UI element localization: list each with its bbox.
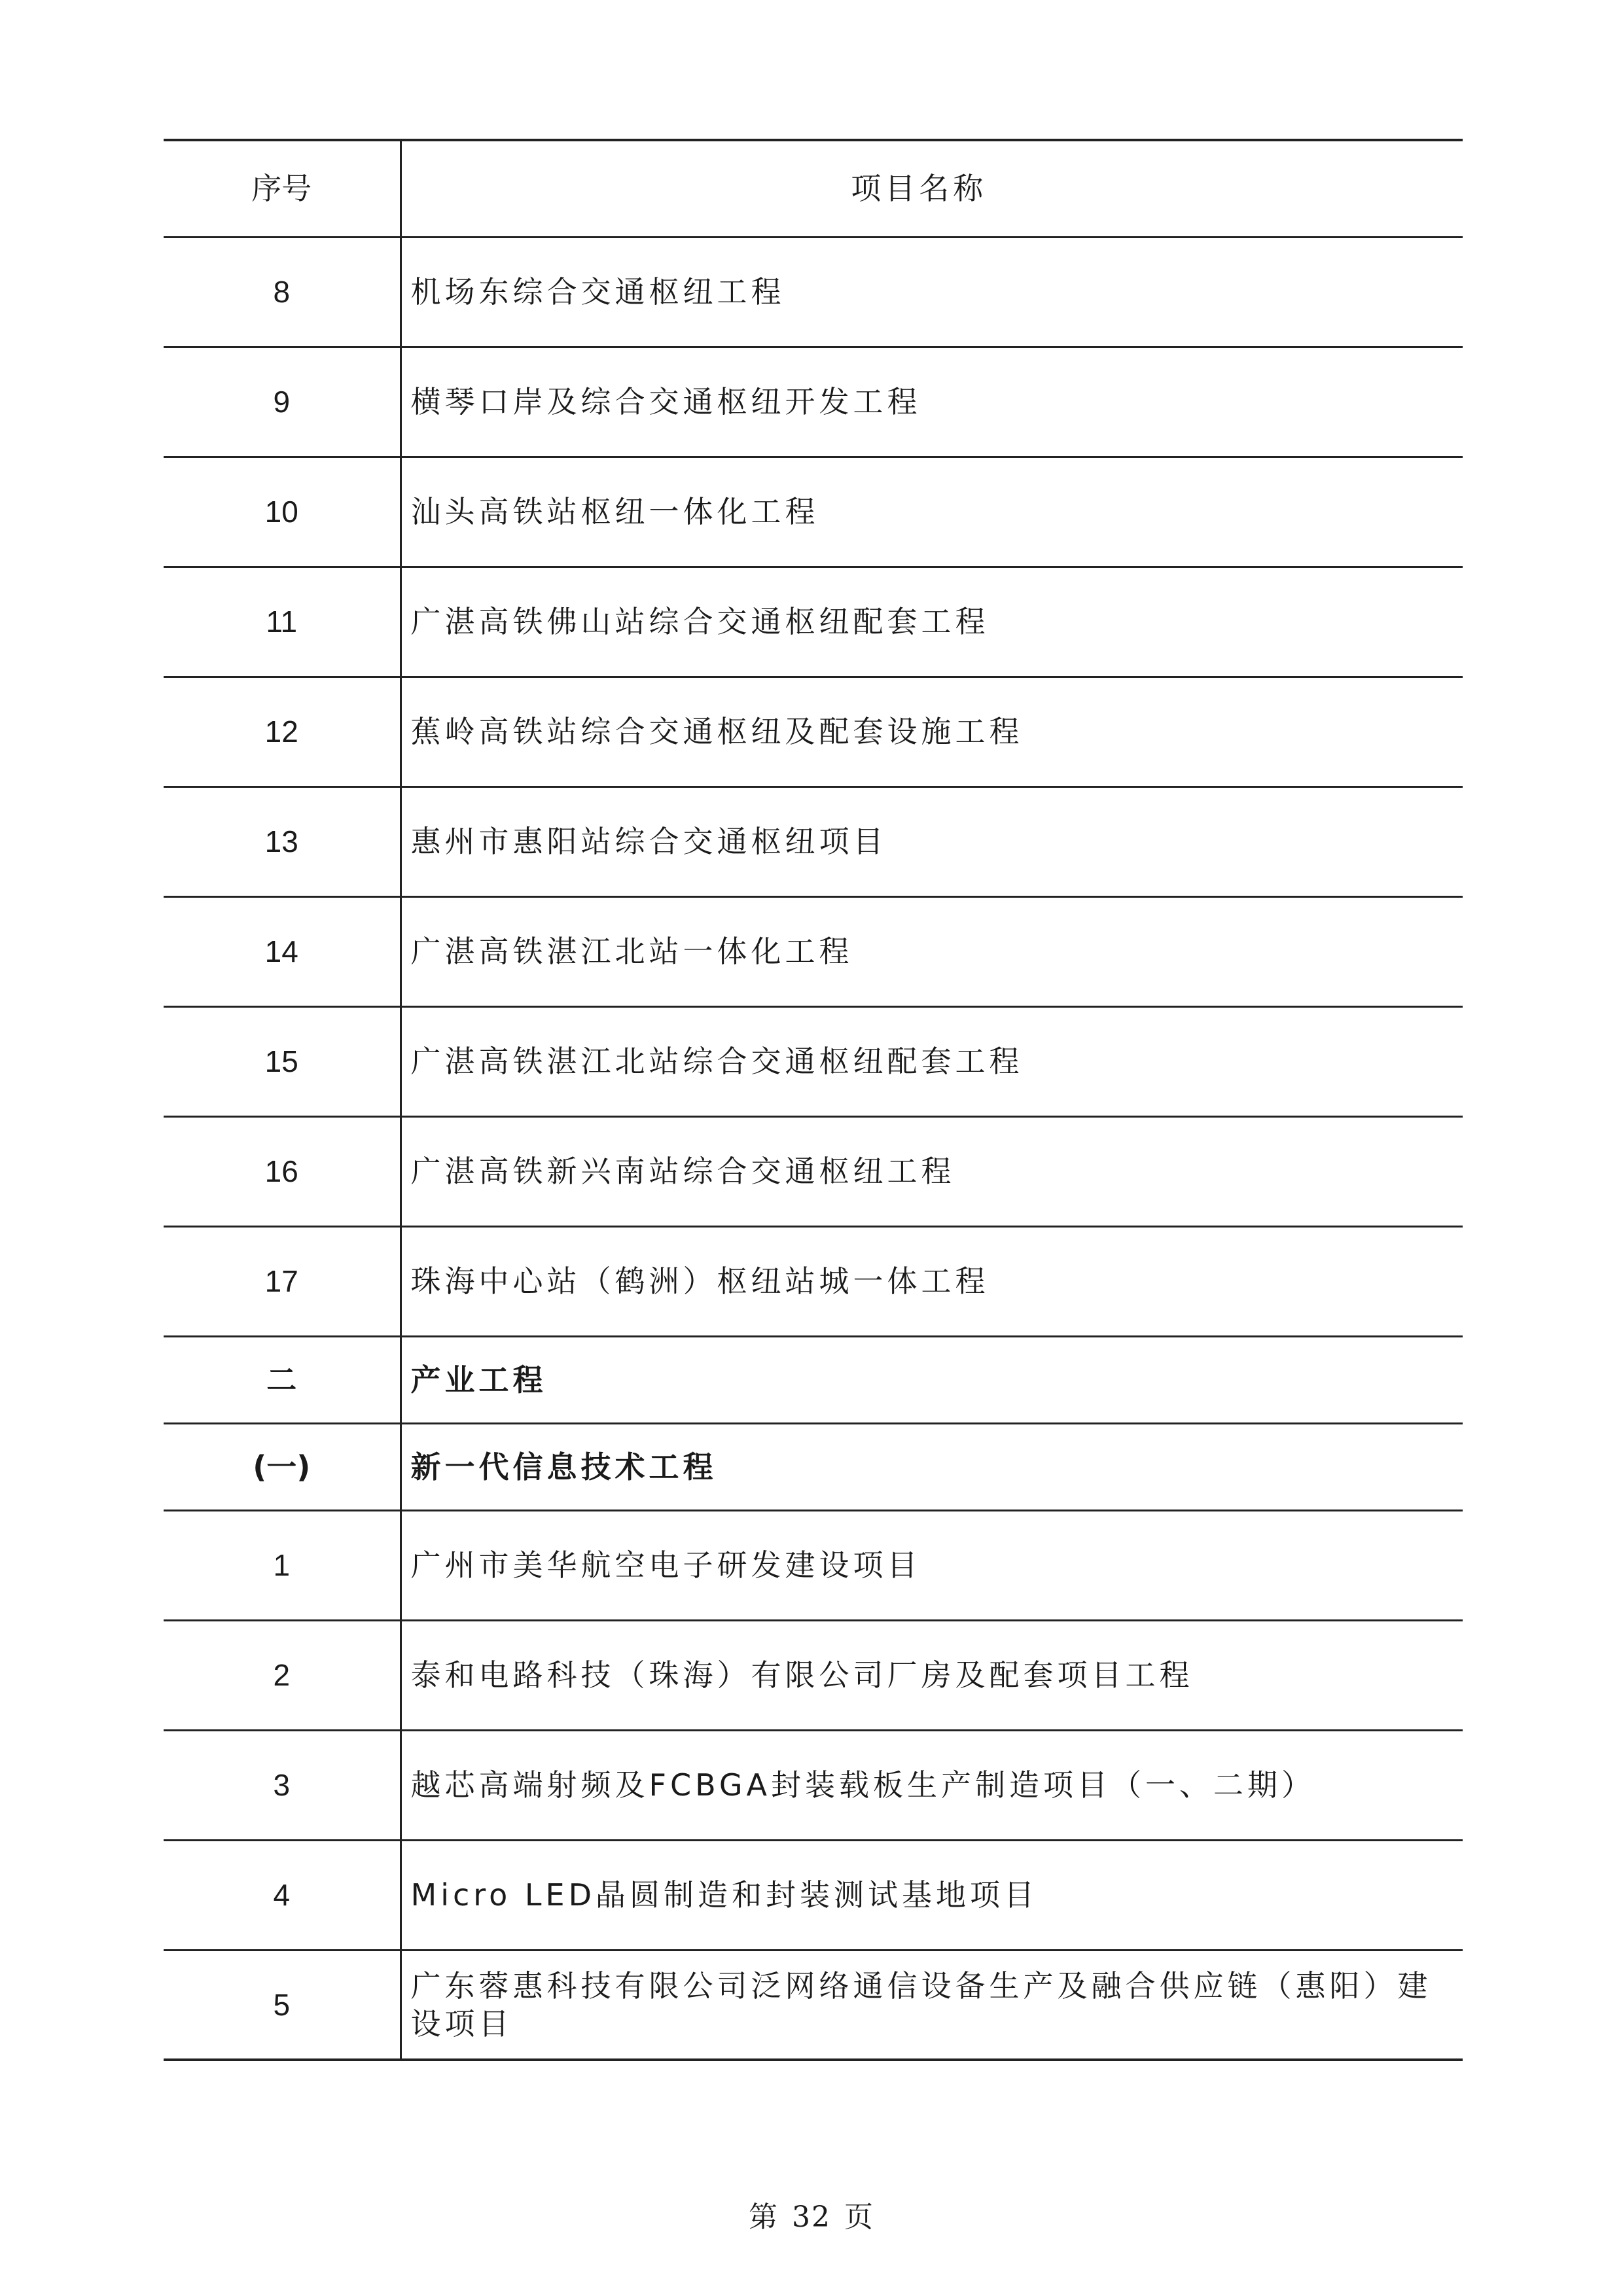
table-row [164,1226,1463,1336]
row-serial-number: 13 [164,786,401,896]
table-header-row [164,140,1463,237]
row-project-name: 广湛高铁佛山站综合交通枢纽配套工程 [410,604,990,639]
table-row [164,786,1463,896]
section-title: 产业工程 [410,1362,547,1398]
row-project-name: 汕头高铁站枢纽一体化工程 [410,494,819,529]
row-serial-number: 10 [164,457,401,567]
table-row [164,347,1463,457]
row-serial-number: 3 [164,1730,401,1840]
row-project-name: 广湛高铁湛江北站综合交通枢纽配套工程 [410,1044,1024,1079]
table-row [164,1006,1463,1116]
table-row [164,677,1463,786]
subsection-heading-row [164,1423,1463,1510]
row-serial-number: 2 [164,1620,401,1730]
row-serial-number: 12 [164,677,401,786]
row-serial-number: 9 [164,347,401,457]
row-project-name: 越芯高端射频及FCBGA封装载板生产制造项目（一、二期） [410,1767,1315,1803]
page-number [0,2193,1623,2235]
row-serial-number: 14 [164,896,401,1006]
row-serial-number: 15 [164,1006,401,1116]
row-project-name: 珠海中心站（鹤洲）枢纽站城一体工程 [410,1263,990,1299]
row-project-name: 惠州市惠阳站综合交通枢纽项目 [410,824,887,859]
row-project-name: 广湛高铁新兴南站综合交通枢纽工程 [410,1154,955,1189]
table-row [164,896,1463,1006]
page-number-value: 32 [792,2200,831,2234]
project-table [164,139,1463,2061]
row-project-name: 机场东综合交通枢纽工程 [410,274,785,309]
row-project-name: 广州市美华航空电子研发建设项目 [410,1547,921,1583]
row-project-name: 广东蓉惠科技有限公司泛网络通信设备生产及融合供应链（惠阳）建设项目 [410,1968,1432,2041]
table-row [164,1620,1463,1730]
page-number-suffix: 页 [844,2200,874,2234]
row-project-name: 蕉岭高铁站综合交通枢纽及配套设施工程 [410,714,1024,749]
row-serial-number: 8 [164,237,401,347]
header-project-name: 项目名称 [851,171,988,207]
table-row [164,1510,1463,1620]
row-project-name: 横琴口岸及综合交通枢纽开发工程 [410,384,921,419]
table-row [164,1116,1463,1226]
table-row [164,457,1463,567]
header-serial-number: 序号 [164,140,401,237]
table-row [164,1730,1463,1840]
subsection-title: 新一代信息技术工程 [410,1449,717,1485]
page-number-prefix: 第 [749,2200,779,2234]
table-row [164,567,1463,677]
section-number: 二 [164,1336,401,1423]
row-project-name: 广湛高铁湛江北站一体化工程 [410,934,853,969]
table-row [164,1950,1463,2060]
row-serial-number: 11 [164,567,401,677]
table-row [164,237,1463,347]
row-project-name: 泰和电路科技（珠海）有限公司厂房及配套项目工程 [410,1657,1194,1693]
row-serial-number: 1 [164,1510,401,1620]
row-serial-number: 16 [164,1116,401,1226]
row-serial-number: 4 [164,1840,401,1950]
table-row [164,1840,1463,1950]
row-serial-number: 5 [164,1950,401,2060]
row-serial-number: 17 [164,1226,401,1336]
section-heading-row [164,1336,1463,1423]
subsection-number: (一) [164,1423,401,1510]
row-project-name: Micro LED晶圆制造和封装测试基地项目 [410,1877,1039,1913]
